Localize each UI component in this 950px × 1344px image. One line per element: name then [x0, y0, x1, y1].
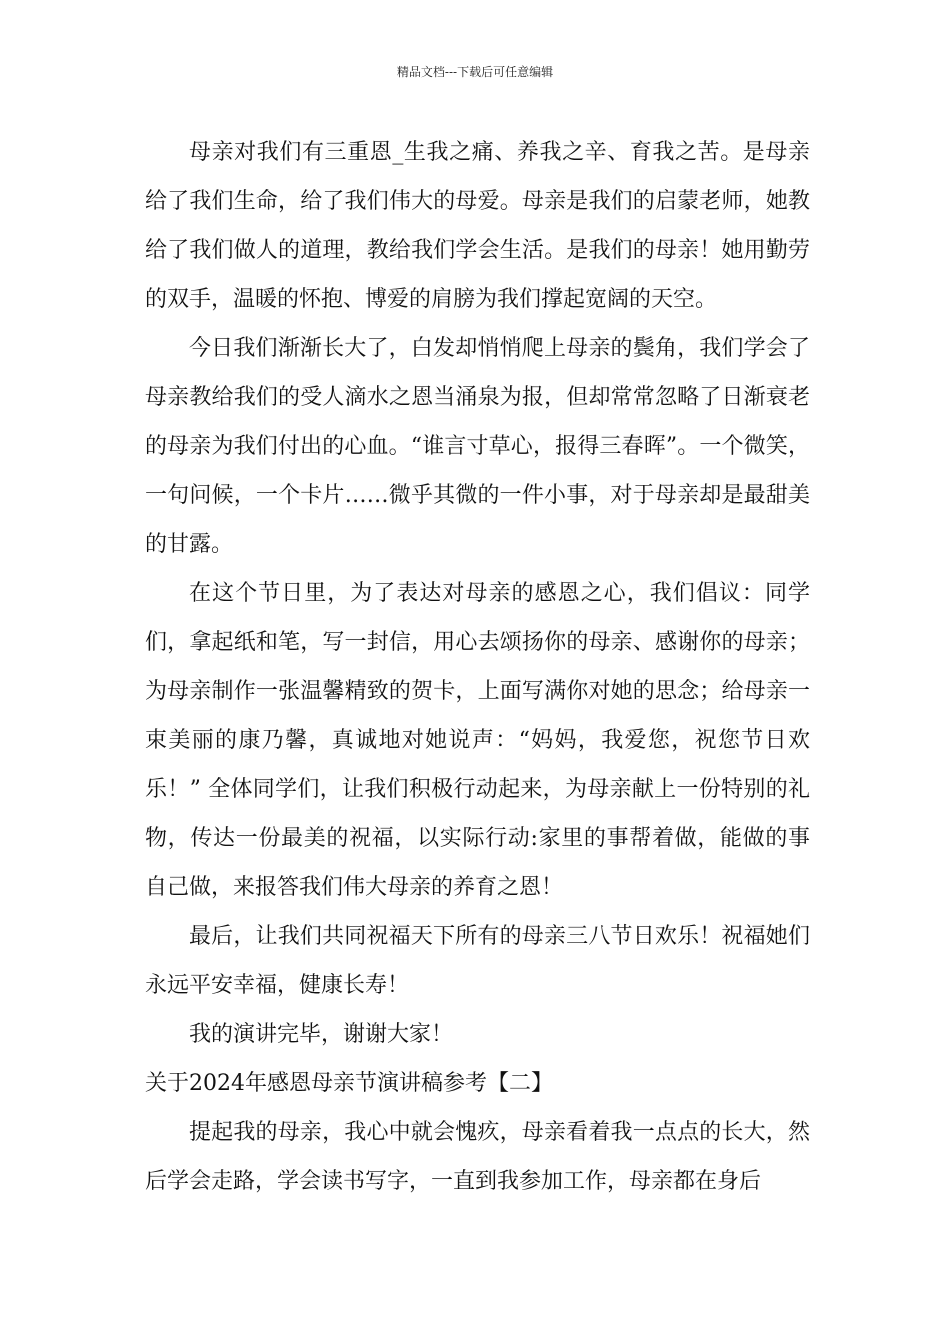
paragraph-2: 今日我们渐渐长大了，白发却悄悄爬上母亲的鬓角，我们学会了母亲教给我们的受人滴水之恩当涌泉为报，但却常常忽略了日渐衰老的母亲为我们付出的心血。“谁言寸草心，报得三春晖”。一个微笑，一句问候，一个卡片……微乎其微的一件小事，对于母亲却是最甜美的甘露。 — [145, 336, 810, 557]
paragraph-3: 在这个节日里，为了表达对母亲的感恩之心，我们倡议：同学们，拿起纸和笔，写一封信，用心去颂扬你的母亲、感谢你的母亲；为母亲制作一张温馨精致的贺卡，上面写满你对她的思念；给母亲一束美丽的康乃馨，真诚地对她说声：“妈妈，我爱您，祝您节日欢乐！” 全体同学们，让我们积极行动起来，为母亲献上一份特别的礼物，传达一份最美的祝福，以实际行动:家里的事帮着做，能做的事自己做，来报答我们伟大母亲的养育之恩！ — [145, 581, 810, 900]
page-header: 精品文档---下载后可任意编辑 — [396, 65, 554, 79]
paragraph-1: 母亲对我们有三重恩_生我之痛、养我之辛、育我之苦。是母亲给了我们生命，给了我们伟大的母爱。母亲是我们的启蒙老师，她教给了我们做人的道理，教给我们学会生活。是我们的母亲！她用勤劳的双手，温暖的怀抱、博爱的肩膀为我们撑起宽阔的天空。 — [145, 140, 810, 312]
paragraph-5: 我的演讲完毕，谢谢大家！ — [189, 1022, 454, 1047]
paragraph-4: 最后，让我们共同祝福天下所有的母亲三八节日欢乐！祝福她们永远平安幸福，健康长寿！ — [145, 924, 810, 998]
section-heading: 关于2024年感恩母亲节演讲稿参考【二】 — [145, 1071, 553, 1096]
section-paragraph-1: 提起我的母亲，我心中就会愧疚，母亲看着我一点点的长大，然后学会走路，学会读书写字，一直到我参加工作，母亲都在身后 — [145, 1120, 810, 1194]
document-body — [145, 128, 810, 1206]
